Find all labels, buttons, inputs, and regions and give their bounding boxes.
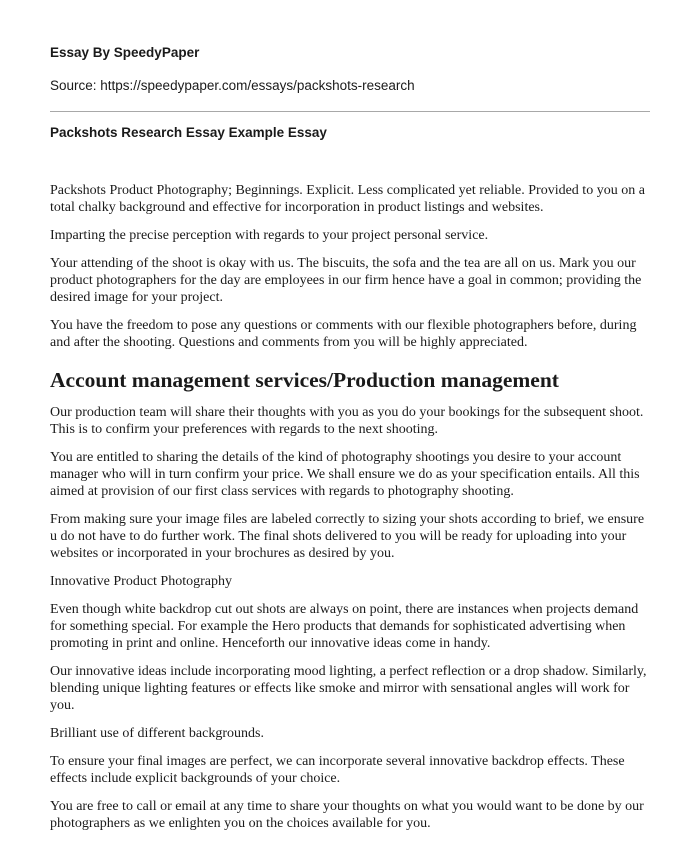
- header-divider: [50, 111, 650, 112]
- subheading-paragraph: Innovative Product Photography: [50, 574, 232, 589]
- source-link[interactable]: Source: https://speedypaper.com/essays/packshots-research: [50, 78, 415, 93]
- paragraph: Our innovative ideas include incorporating mood lighting, a perfect reflection or a drop shadow. Similarly, blending unique lighting features or effects like smoke and mirror with sensational angles will work for you.: [50, 664, 647, 713]
- paragraph: Even though white backdrop cut out shots are always on point, there are instances when projects demand for something special. For example the Hero products that demands for sophisticated advertising when promoting in print and online. Henceforth our innovative ideas come in handy.: [50, 602, 639, 651]
- paragraph: Packshots Product Photography; Beginnings. Explicit. Less complicated yet reliable. Provided to you on a total chalky background and effective for incorporation in product listings and websites.: [50, 183, 645, 215]
- paragraph: You have the freedom to pose any questions or comments with our flexible photographers before, during and after the shooting. Questions and comments from you will be highly appreciated.: [50, 318, 637, 350]
- essay-body: [50, 182, 650, 832]
- paragraph: Our production team will share their thoughts with you as you do your bookings for the subsequent shoot. This is to confirm your preferences with regards to the next shooting.: [50, 405, 644, 437]
- paragraph: From making sure your image files are labeled correctly to sizing your shots according to brief, we ensure u do not have to do further work. The final shots delivered to you will be ready for uploading into your websites or incorporated in your brochures as desired by you.: [50, 512, 645, 561]
- paragraph: You are free to call or email at any time to share your thoughts on what you would want to be done by our photographers as we enlighten you on the choices available for you.: [50, 799, 644, 831]
- paragraph: To ensure your final images are perfect, we can incorporate several innovative backdrop effects. These effects include explicit backgrounds of your choice.: [50, 754, 625, 786]
- subheading-paragraph: Brilliant use of different backgrounds.: [50, 726, 264, 741]
- section-heading: Account management services/Production management: [50, 368, 559, 392]
- essay-source-title: Essay By SpeedyPaper: [50, 45, 200, 60]
- paragraph: You are entitled to sharing the details of the kind of photography shootings you desire to your account manager who will in turn confirm your price. We shall ensure we do as your specification entails. All this aimed at provision of our first class services with regards to photography shooting.: [50, 450, 640, 499]
- paragraph: Your attending of the shoot is okay with us. The biscuits, the sofa and the tea are all on us. Mark you our product photographers for the day are employees in our firm hence have a goal in common; providing the desired image for your project.: [50, 256, 642, 305]
- paragraph: Imparting the precise perception with regards to your project personal service.: [50, 228, 489, 243]
- essay-title: Packshots Research Essay Example Essay: [50, 125, 327, 140]
